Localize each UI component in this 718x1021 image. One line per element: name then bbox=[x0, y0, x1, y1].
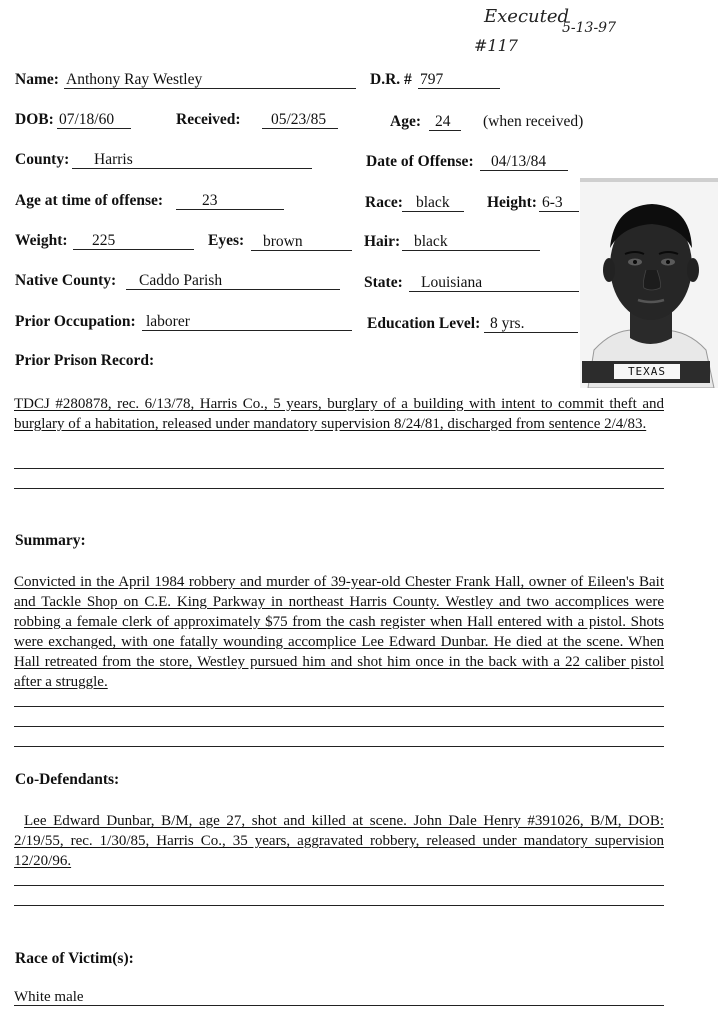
victim-value: White male bbox=[14, 989, 84, 1005]
offense-date-label: Date of Offense: bbox=[366, 153, 474, 170]
inmate-photo bbox=[580, 178, 718, 388]
eyes-value: brown bbox=[263, 233, 303, 250]
summary-blank-line-3 bbox=[14, 746, 664, 747]
dob-underline bbox=[57, 128, 131, 129]
codefendants-heading: Co-Defendants: bbox=[15, 771, 120, 788]
state-label: State: bbox=[364, 274, 403, 291]
codefendants-blank-line-2 bbox=[14, 905, 664, 906]
eyes-label: Eyes: bbox=[208, 232, 245, 249]
execution-number-annotation: #117 bbox=[474, 36, 518, 55]
summary-blank-line-1 bbox=[14, 706, 664, 707]
education-underline bbox=[484, 332, 578, 333]
summary-heading: Summary: bbox=[15, 532, 86, 549]
weight-underline bbox=[73, 249, 194, 250]
county-value: Harris bbox=[94, 151, 133, 168]
education-value: 8 yrs. bbox=[490, 315, 525, 332]
age-offense-label: Age at time of offense: bbox=[15, 192, 164, 209]
dr-label: D.R. # bbox=[370, 71, 412, 88]
occupation-label: Prior Occupation: bbox=[15, 313, 136, 330]
codefendants-blank-line-1 bbox=[14, 885, 664, 886]
prior-record-blank-line-2 bbox=[14, 488, 664, 489]
dr-value: 797 bbox=[420, 71, 444, 88]
name-underline bbox=[64, 88, 356, 89]
received-underline bbox=[262, 128, 338, 129]
summary-text: Convicted in the April 1984 robbery and murder of 39-year-old Chester Frank Hall, owner of Eileen's Bait and Tackle Shop on C.E. King Parkway in northeast Harris County. Westley and two accomplices were robbing a female clerk of approximately $75 from the cash register when Hall entered with a pistol. Shots were exchanged, with one fatally wounding accomplice Lee Edward Dunbar. He died at the scene. When Hall retreated from the store, Westley pursued him and shot him once in the back with a 22 caliber pistol after a struggle. bbox=[14, 574, 664, 690]
age-label: Age: bbox=[390, 113, 421, 130]
dob-value: 07/18/60 bbox=[59, 111, 115, 128]
education-label: Education Level: bbox=[367, 315, 481, 332]
occupation-value: laborer bbox=[146, 313, 190, 330]
executed-annotation: Executed bbox=[484, 6, 570, 27]
weight-label: Weight: bbox=[15, 232, 68, 249]
mugshot-image bbox=[580, 178, 718, 388]
race-label: Race: bbox=[365, 194, 403, 211]
state-value: Louisiana bbox=[421, 274, 483, 291]
victim-underline bbox=[14, 1005, 664, 1006]
race-underline bbox=[402, 211, 464, 212]
age-offense-underline bbox=[176, 209, 284, 210]
dob-label: DOB: bbox=[15, 111, 54, 128]
height-underline bbox=[539, 211, 579, 212]
received-label: Received: bbox=[176, 111, 241, 128]
victim-heading: Race of Victim(s): bbox=[15, 950, 134, 967]
name-value: Anthony Ray Westley bbox=[66, 71, 203, 88]
prior-record-blank-line-1 bbox=[14, 468, 664, 469]
height-value: 6-3 bbox=[542, 194, 563, 211]
texas-placard: TEXAS bbox=[627, 365, 667, 378]
eyes-underline bbox=[251, 250, 352, 251]
prior-record-heading: Prior Prison Record: bbox=[15, 352, 155, 369]
height-label: Height: bbox=[487, 194, 537, 211]
state-underline bbox=[409, 291, 579, 292]
county-underline bbox=[72, 168, 312, 169]
race-value: black bbox=[416, 194, 450, 211]
hair-underline bbox=[402, 250, 540, 251]
hair-value: black bbox=[414, 233, 448, 250]
age-offense-value: 23 bbox=[202, 192, 218, 209]
age-underline bbox=[429, 130, 461, 131]
native-county-value: Caddo Parish bbox=[139, 272, 223, 289]
offense-date-value: 04/13/84 bbox=[491, 153, 547, 170]
native-county-underline bbox=[126, 289, 340, 290]
summary-blank-line-2 bbox=[14, 726, 664, 727]
native-county-label: Native County: bbox=[15, 272, 117, 289]
execution-date-annotation: 5-13-97 bbox=[562, 20, 616, 36]
name-label: Name: bbox=[15, 71, 59, 88]
hair-label: Hair: bbox=[364, 233, 401, 250]
received-value: 05/23/85 bbox=[271, 111, 327, 128]
codefendants-text: Lee Edward Dunbar, B/M, age 27, shot and killed at scene. John Dale Henry #391026, B/M, DOB: 2/19/55, rec. 1/30/85, Harris Co., 35 years, aggravated robbery, released under mandatory supervision 12/20/96. bbox=[14, 813, 664, 869]
dr-underline bbox=[418, 88, 500, 89]
prior-record-text: TDCJ #280878, rec. 6/13/78, Harris Co., 5 years, burglary of a building with intent to commit theft and burglary of a habitation, released under mandatory supervision 8/24/81, discharged from sentence 2/4/83. bbox=[14, 396, 664, 432]
weight-value: 225 bbox=[92, 232, 116, 249]
age-value: 24 bbox=[435, 113, 451, 130]
county-label: County: bbox=[15, 151, 70, 168]
offense-date-underline bbox=[480, 170, 568, 171]
occupation-underline bbox=[142, 330, 352, 331]
age-note: (when received) bbox=[483, 113, 584, 130]
